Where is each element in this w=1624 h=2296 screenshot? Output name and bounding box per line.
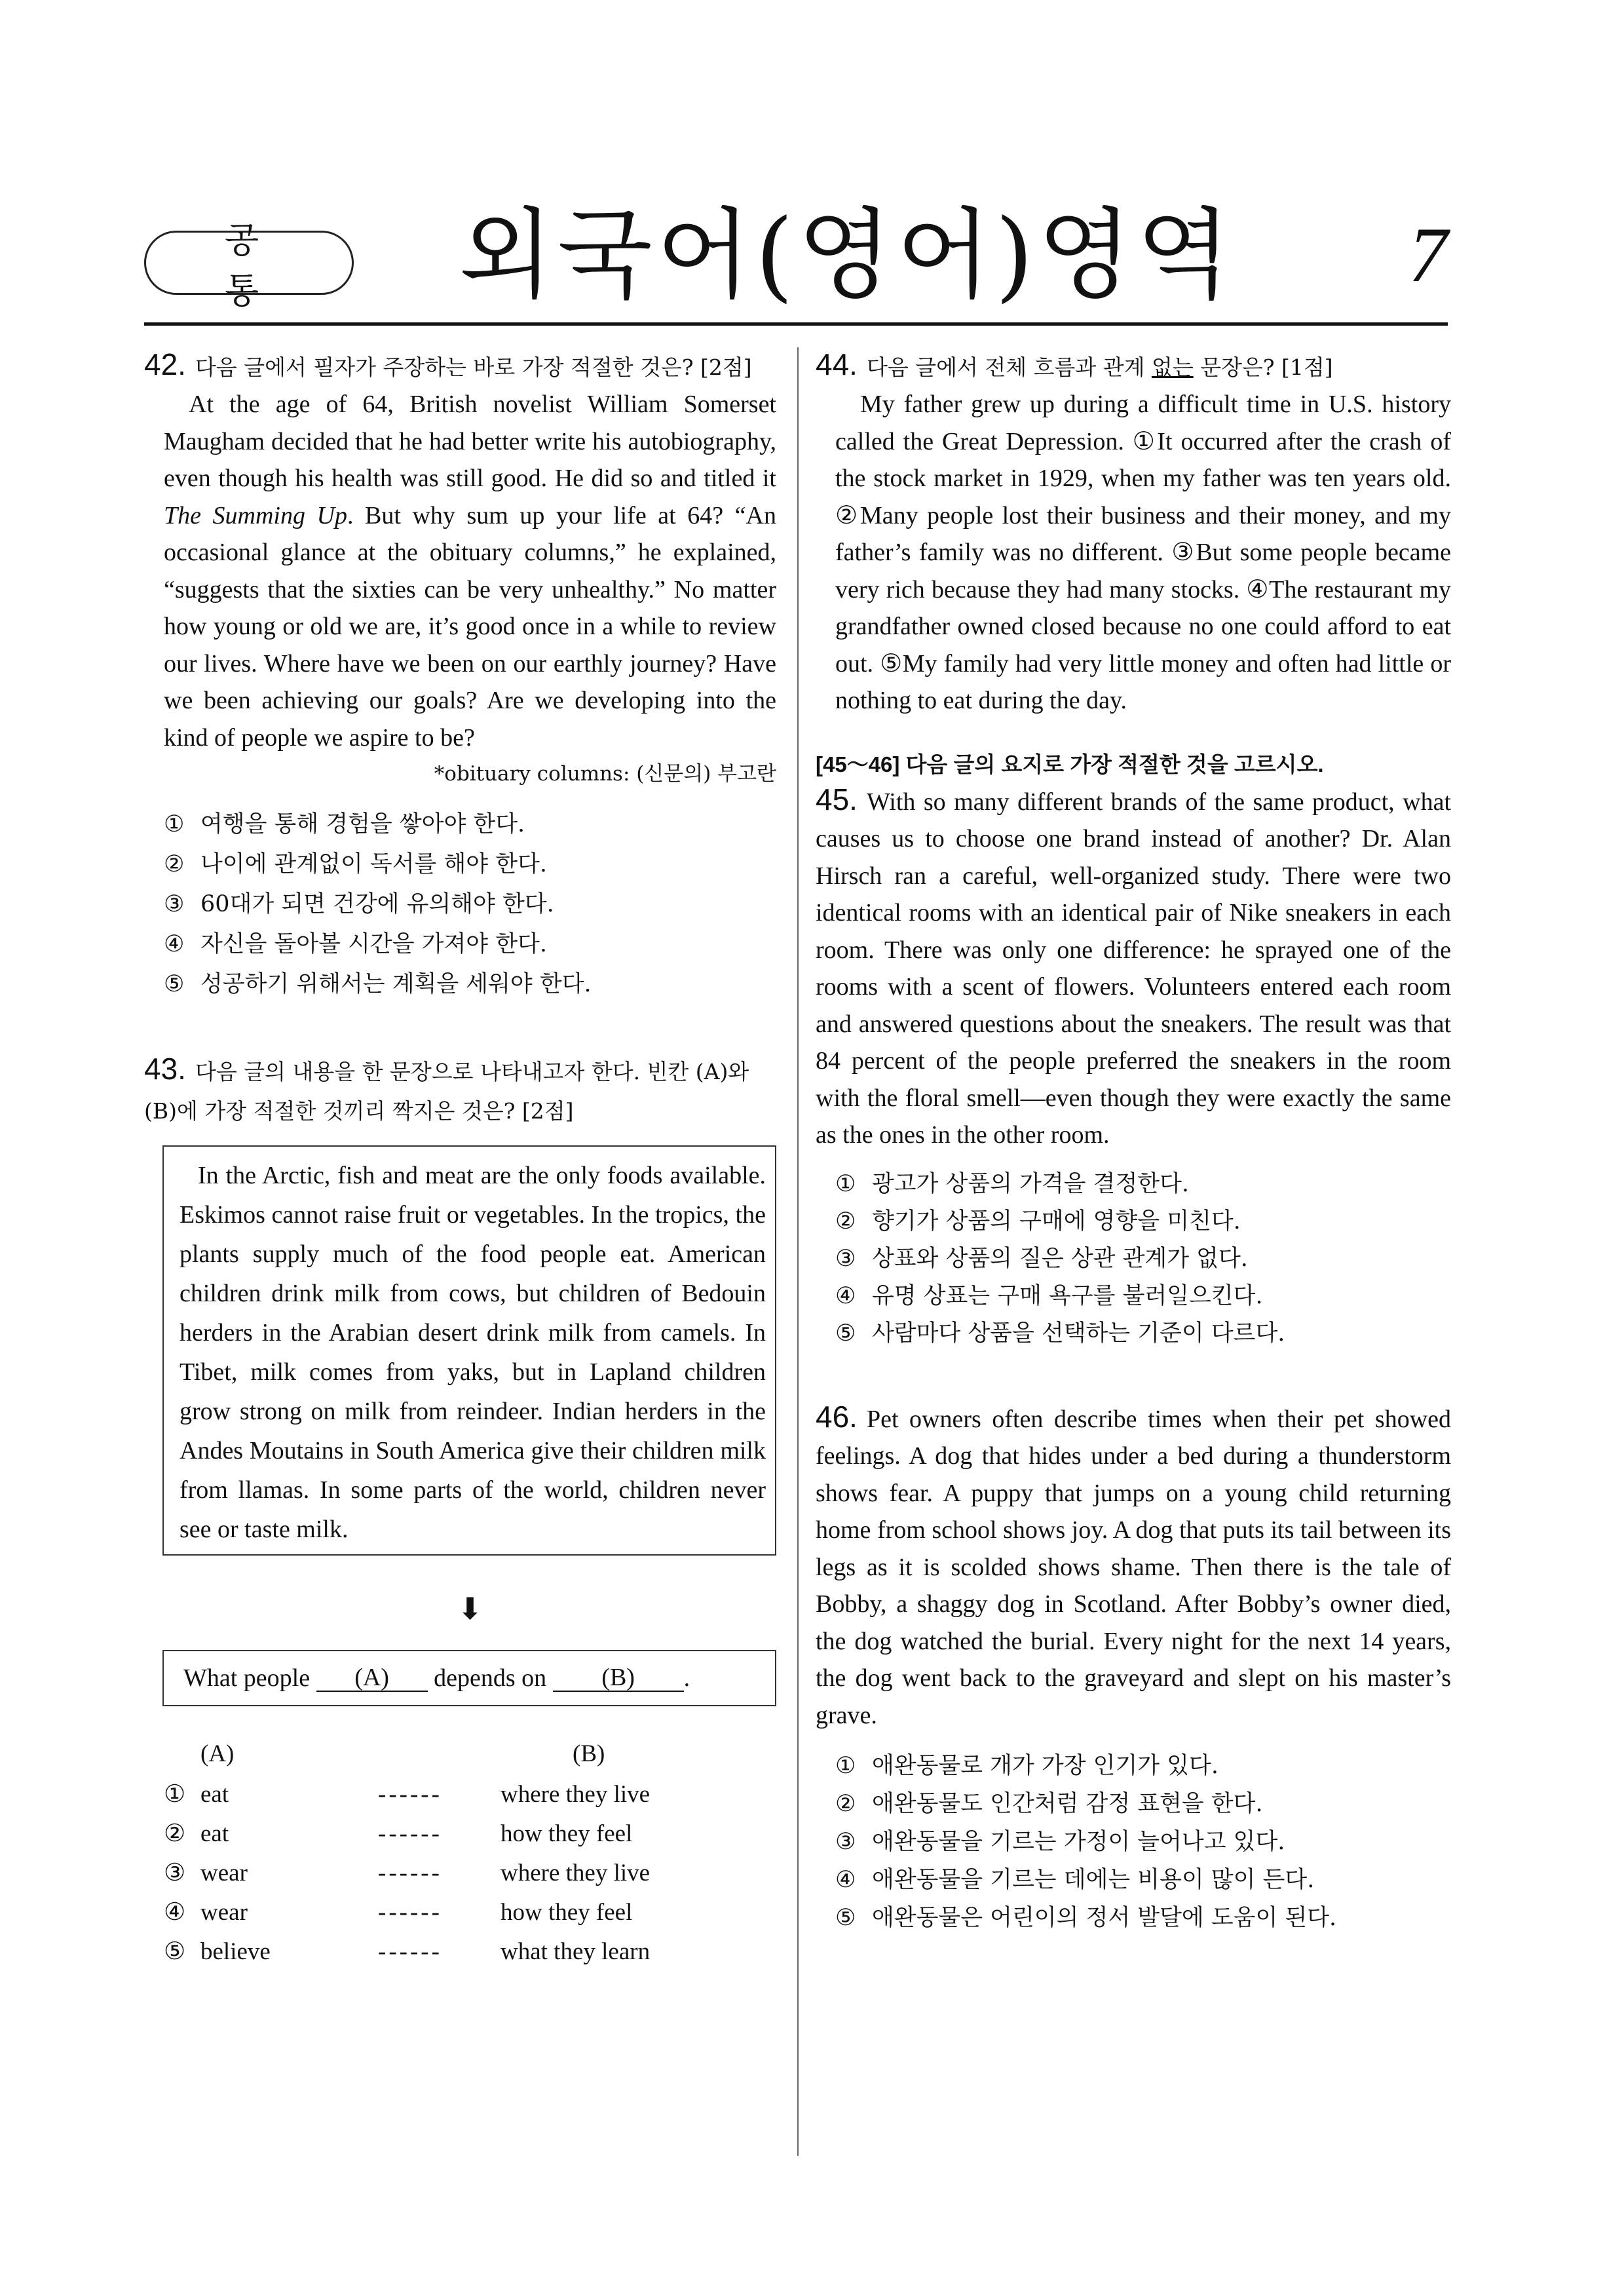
summary-text: depends on — [434, 1664, 547, 1692]
choice-mark: ③ — [164, 891, 185, 917]
choice-4[interactable] — [164, 925, 776, 965]
choice-mark: ④ — [835, 1282, 856, 1309]
page-header — [144, 183, 1448, 328]
choice-5[interactable] — [164, 1932, 650, 1971]
dash-separator: ------ — [378, 1820, 442, 1847]
choice-mark: ① — [835, 1753, 856, 1779]
choice-3[interactable] — [164, 885, 776, 925]
passage-text: With so many different brands of the same product, what causes us to choose one brand instead of another? Dr. Alan Hirsch ran a careful, well-organized study. There were two identical rooms with an identical pair of Nike sneakers in each room. There was only one difference: he sprayed one of the rooms with a scent of flowers. Volunteers entered each room and answered questions about the sneakers. The result was that 84 percent of the people preferred the sneakers in the room with the floral smell—even though they were exactly the same as the ones in the other room. — [816, 788, 1451, 1149]
choice-mark: ④ — [835, 1867, 856, 1893]
choice-b-text: where they live — [500, 1859, 651, 1886]
choice-mark: ① — [835, 1170, 856, 1197]
choice-mark: ⑤ — [164, 1938, 186, 1965]
question-number: 44. — [816, 347, 858, 381]
choice-text: 애완동물을 기르는 가정이 늘어나고 있다. — [872, 1829, 1285, 1855]
choice-3[interactable] — [164, 1853, 650, 1892]
choice-mark: ② — [164, 851, 185, 877]
choice-mark: ③ — [164, 1860, 186, 1886]
header-rule — [144, 322, 1448, 326]
choice-text: 애완동물을 기르는 데에는 비용이 많이 든다. — [872, 1867, 1315, 1893]
right-column — [816, 346, 1451, 1937]
choice-3[interactable] — [835, 1240, 1451, 1278]
choice-text: 성공하기 위해서는 계획을 세워야 한다. — [200, 971, 592, 997]
question-43-prompt — [144, 1049, 776, 1131]
choice-text: 60대가 되면 건강에 유의해야 한다. — [200, 891, 554, 917]
question-42-passage — [144, 386, 776, 756]
blank-a: (A) — [316, 1664, 428, 1692]
dash-separator: ------ — [378, 1898, 442, 1926]
choice-3[interactable] — [835, 1823, 1451, 1861]
choice-a-text: believe — [200, 1938, 271, 1965]
choice-text: 사람마다 상품을 선택하는 기준이 다르다. — [872, 1320, 1285, 1347]
question-42 — [144, 346, 776, 1004]
choice-text: 향기가 상품의 구매에 영향을 미친다. — [872, 1208, 1241, 1234]
blank-b: (B) — [553, 1664, 684, 1692]
question-43-passage-box — [162, 1145, 776, 1556]
choice-text: 여행을 통해 경험을 쌓아야 한다. — [200, 811, 525, 837]
question-text-underlined: 없는 — [1151, 354, 1194, 380]
section-badge: 공 통 — [144, 231, 354, 295]
choice-2[interactable] — [835, 1203, 1451, 1240]
passage-text: . But why sum up your life at 64? “An occasional glance at the obituary columns,” he explained, “suggests that the sixties can be very unhealthy.” No matter how young or old we are, it’s good once in a while to review our lives. Where have we been on our earthly journey? Have we been achieving our goals? Are we developing into the kind of people we aspire to be? — [164, 501, 776, 752]
choice-1[interactable] — [835, 1166, 1451, 1203]
choice-mark: ① — [164, 811, 185, 837]
choice-1[interactable] — [164, 1774, 650, 1814]
choice-4[interactable] — [835, 1278, 1451, 1315]
book-title: The Summing Up — [164, 501, 347, 529]
choice-5[interactable] — [835, 1899, 1451, 1937]
choice-mark: ③ — [835, 1245, 856, 1272]
column-divider — [797, 347, 799, 2156]
choice-2[interactable] — [164, 1814, 650, 1853]
table-header-row — [164, 1732, 650, 1774]
choice-text: 자신을 돌아볼 시간을 가져야 한다. — [200, 931, 547, 957]
choice-5[interactable] — [164, 965, 776, 1004]
choice-mark: ② — [164, 1820, 186, 1847]
choice-5[interactable] — [835, 1315, 1451, 1352]
dash-separator: ------ — [378, 1780, 442, 1808]
choice-text: 애완동물은 어린이의 정서 발달에 도움이 된다. — [872, 1905, 1337, 1931]
summary-text: . — [683, 1664, 690, 1692]
question-text: 다음 글의 내용을 한 문장으로 나타내고자 한다. 빈칸 (A)와 (B)에 가장 적절한 것끼리 짝지은 것은? [2점] — [144, 1059, 749, 1124]
choice-b-text: where they live — [500, 1780, 651, 1808]
column-header-spacer — [378, 1732, 500, 1774]
choice-mark: ① — [164, 1781, 186, 1808]
choice-b-text: how they feel — [500, 1898, 633, 1926]
choice-mark: ⑤ — [835, 1320, 856, 1347]
choice-4[interactable] — [835, 1861, 1451, 1899]
choice-b-text: what they learn — [500, 1938, 651, 1965]
question-set-heading: [45～46] 다음 글의 요지로 가장 적절한 것을 고르시오. — [816, 752, 1324, 776]
question-number: 46. — [816, 1399, 858, 1434]
dash-separator: ------ — [378, 1938, 442, 1965]
question-text: 다음 글에서 전체 흐름과 관계 — [866, 354, 1152, 380]
choice-mark: ⑤ — [164, 971, 185, 997]
passage-text: Pet owners often describe times when their pet showed feelings. A dog that hides under a bed during a thunderstorm shows fear. A puppy that jumps on a young child returning home from school shows joy. A dog that puts its tail between its legs as it is scolded shows shame. Then there is the tale of Bobby, a shaggy dog in Scotland. After Bobby’s owner died, the dog watched the burial. Every night for the next 14 years, the dog went back to the graveyard and slept on his master’s grave. — [816, 1405, 1451, 1729]
answer-choices — [164, 805, 776, 1004]
choice-mark: ④ — [164, 931, 185, 957]
choice-text: 유명 상표는 구매 욕구를 불러일으킨다. — [872, 1282, 1263, 1309]
question-text: 문장은? [1점] — [1193, 354, 1333, 380]
choice-text: 광고가 상품의 가격을 결정한다. — [872, 1170, 1190, 1197]
choice-mark: ④ — [164, 1899, 186, 1926]
choice-2[interactable] — [835, 1785, 1451, 1823]
question-number: 42. — [144, 347, 186, 381]
answer-choices — [835, 1166, 1451, 1352]
question-46 — [816, 1398, 1451, 1938]
column-header-a: (A) — [200, 1740, 235, 1767]
choice-2[interactable] — [164, 845, 776, 885]
question-text: 다음 글에서 필자가 주장하는 바로 가장 적절한 것은? [2점] — [195, 354, 752, 380]
question-44 — [816, 346, 1451, 719]
choice-mark: ② — [835, 1208, 856, 1234]
footnote: *obituary columns: (신문의) 부고란 — [434, 762, 776, 786]
choice-a-text: eat — [200, 1781, 229, 1808]
question-45 — [816, 781, 1451, 1352]
question-44-passage: My father grew up during a difficult time in U.S. history called the Great Depression. ①It occurred after the crash of the stock market in 1929, when my father was ten years old. ②Many people lost their business and their money, and my father’s family was no different. ③But some people became very rich because they had many stocks. ④The restaurant my grandfather owned closed because no one could afford to eat out. ⑤My family had very little money and often had little or nothing to eat during the day. — [835, 391, 1451, 714]
column-header-b: (B) — [573, 1740, 605, 1767]
choice-text: 애완동물도 인간처럼 감정 표현을 한다. — [872, 1791, 1263, 1817]
choice-mark: ② — [835, 1791, 856, 1817]
question-43-passage: In the Arctic, fish and meat are the only foods available. Eskimos cannot raise fruit or vegetables. In the tropics, the plants supply much of the food people eat. American children drink milk from cows, but children of Bedouin herders in the Arabian desert drink milk from camels. In Tibet, milk comes from yaks, but in Lapland children grow strong on milk from reindeer. Indian herders in the Andes Moutains in South America give their children milk from llamas. In some parts of the world, children never see or taste milk. — [179, 1162, 766, 1543]
choice-text: 애완동물로 개가 가장 인기가 있다. — [872, 1753, 1218, 1779]
summary-sentence-box — [162, 1650, 776, 1706]
question-45-passage — [816, 781, 1451, 1154]
answer-choices — [835, 1747, 1451, 1937]
page-number: 7 — [1408, 211, 1448, 298]
question-46-passage — [816, 1398, 1451, 1734]
choice-a-text: wear — [200, 1860, 248, 1886]
passage-text: At the age of 64, British novelist William Somerset Maugham decided that he had better write his autobiography, even though his health was still good. He did so and titled it — [164, 391, 776, 492]
choice-a-text: eat — [200, 1820, 229, 1847]
question-number: 45. — [816, 782, 858, 816]
answer-pairs-table — [164, 1732, 650, 1971]
choice-mark: ③ — [835, 1829, 856, 1855]
question-42-prompt — [144, 346, 776, 386]
question-number: 43. — [144, 1052, 186, 1086]
choice-text: 상표와 상품의 질은 상관 관계가 없다. — [872, 1245, 1248, 1272]
choice-1[interactable] — [164, 805, 776, 845]
page-title: 외국어(영어)영역 — [459, 199, 1236, 313]
summary-text: What people — [183, 1664, 311, 1692]
choice-mark: ⑤ — [835, 1905, 856, 1931]
choice-b-text: how they feel — [500, 1820, 633, 1847]
choice-1[interactable] — [835, 1747, 1451, 1785]
choice-text: 나이에 관계없이 독서를 해야 한다. — [200, 851, 547, 877]
choice-4[interactable] — [164, 1892, 650, 1932]
dash-separator: ------ — [378, 1859, 442, 1886]
question-43 — [144, 1049, 776, 1971]
down-arrow-icon: ⬇ — [457, 1591, 483, 1626]
choice-a-text: wear — [200, 1899, 248, 1926]
question-44-prompt — [816, 346, 1451, 386]
left-column — [144, 346, 776, 1971]
